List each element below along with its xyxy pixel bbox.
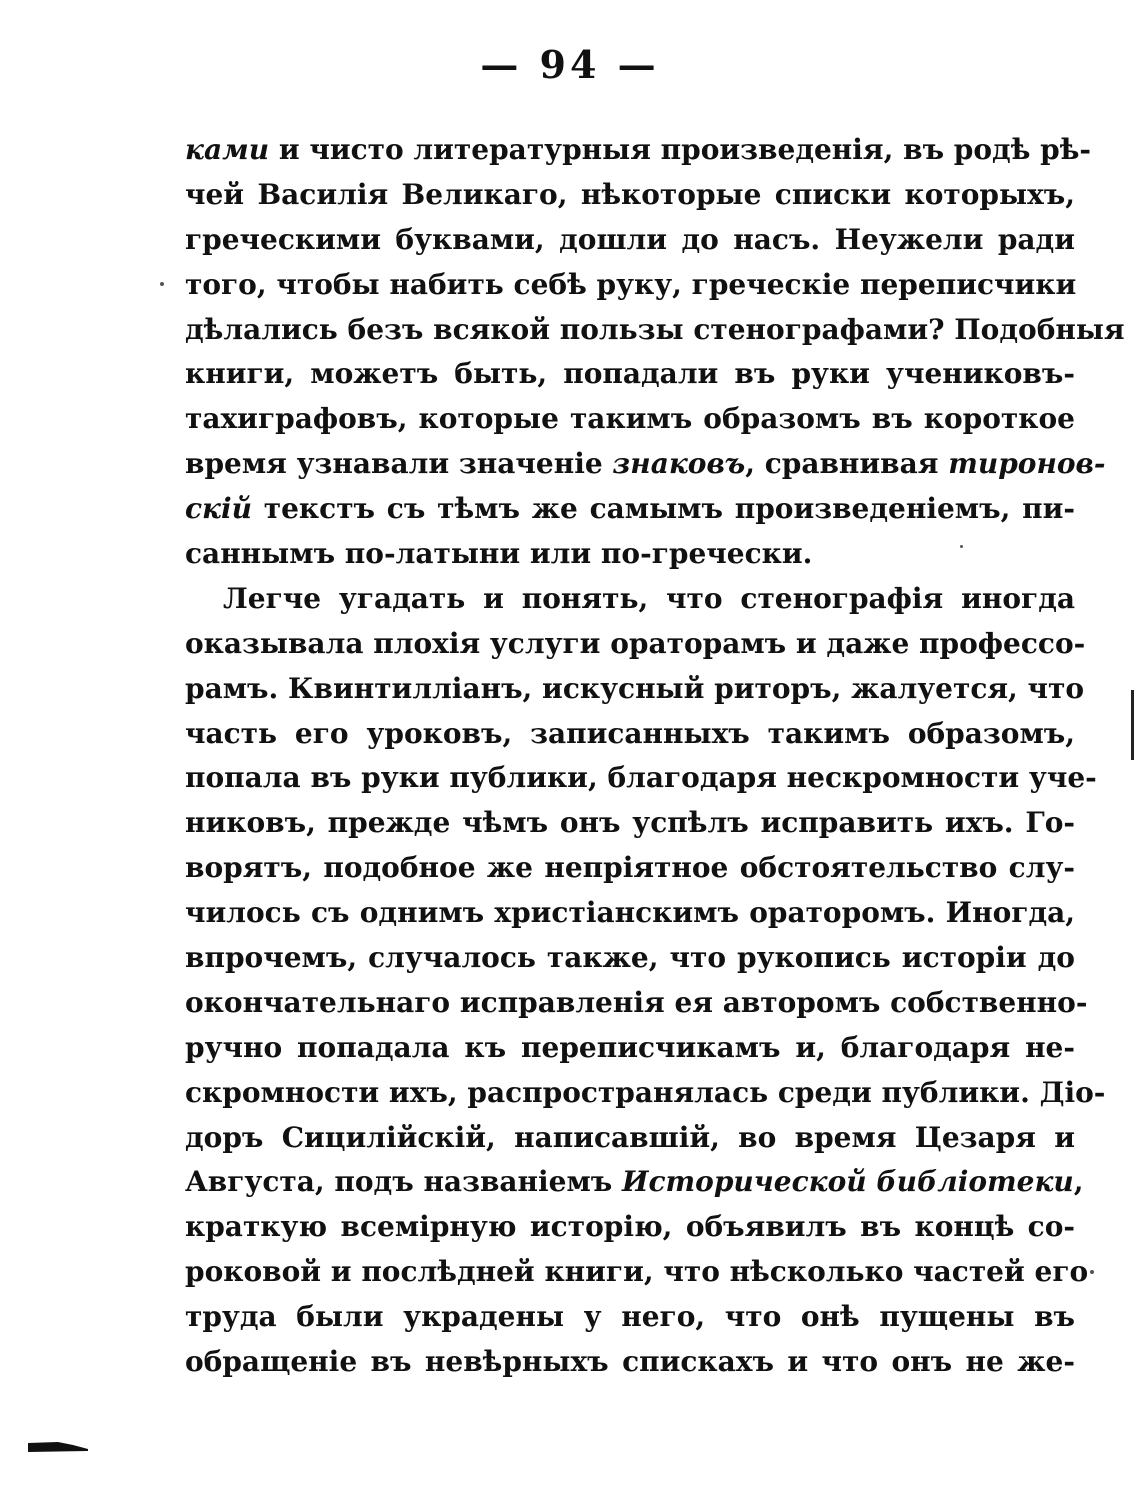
- text-line: [185, 846, 1075, 891]
- scan-speck: [1090, 1270, 1094, 1274]
- text-segment: чей Василія Великаго, нѣкоторые списки которыхъ,: [185, 177, 1075, 211]
- body-text: [185, 128, 1125, 1385]
- text-segment: ручно попадала къ переписчикамъ и, благодаря не-: [185, 1030, 1075, 1064]
- text-segment: попала въ руки публики, благодаря нескромности уче-: [185, 761, 1097, 795]
- italic-text-segment: знаковъ: [612, 447, 746, 481]
- text-segment: дѣлались безъ всякой пользы стенографами? Подобныя: [185, 312, 1125, 346]
- scan-speck: [960, 545, 963, 548]
- text-line: [185, 936, 1075, 981]
- text-line: [185, 577, 1075, 622]
- text-line: [185, 263, 1075, 308]
- text-line: [185, 397, 1075, 442]
- text-segment: греческими буквами, дошли до насъ. Неужели ради: [185, 222, 1075, 256]
- scan-edge-mark: [1131, 690, 1134, 760]
- text-line: [185, 442, 1106, 487]
- text-segment: книги, можетъ быть, попадали въ руки учениковъ-: [185, 357, 1075, 391]
- text-segment: ,: [1073, 1165, 1084, 1199]
- text-segment: текстъ съ тѣмъ же самымъ произведеніемъ, пи-: [252, 492, 1075, 526]
- text-line: [185, 981, 1088, 1026]
- text-line: [185, 1205, 1075, 1250]
- text-segment: и чисто литературныя произведенія, въ родѣ рѣ-: [269, 133, 1092, 166]
- text-line: [185, 1026, 1075, 1071]
- italic-text-segment: тиронов-: [948, 447, 1106, 481]
- text-line: [185, 622, 1086, 667]
- text-line: [185, 128, 1092, 173]
- text-segment: никовъ, прежде чѣмъ онъ успѣлъ исправить ихъ. Го-: [185, 806, 1075, 840]
- text-line: [185, 667, 1085, 712]
- text-segment: окончательнаго исправленія ея авторомъ собственно-: [185, 985, 1088, 1019]
- text-line: [185, 173, 1075, 218]
- text-line: [185, 891, 1075, 936]
- text-segment: роковой и послѣдней книги, что нѣсколько частей его: [185, 1255, 1089, 1289]
- text-segment: рамъ. Квинтилліанъ, искусный риторъ, жалуется, что: [185, 671, 1085, 705]
- text-segment: впрочемъ, случалось также, что рукопись исторіи до: [185, 941, 1075, 975]
- italic-text-segment: ками: [185, 133, 270, 166]
- text-segment: часть его уроковъ, записанныхъ такимъ образомъ,: [185, 716, 1075, 750]
- scan-speck: [160, 282, 164, 286]
- text-segment: того, чтобы набить себѣ руку, греческіе переписчики: [185, 267, 1077, 301]
- text-segment: тахиграфовъ, которые такимъ образомъ въ короткое: [185, 402, 1075, 436]
- text-segment: , сравнивая: [745, 447, 949, 481]
- text-segment: саннымъ по-латыни или по-гречески.: [185, 537, 813, 571]
- text-segment: обращеніе въ невѣрныхъ спискахъ и что онъ не же-: [185, 1345, 1075, 1379]
- text-segment: оказывала плохія услуги ораторамъ и даже профессо-: [185, 626, 1086, 660]
- text-segment: труда были украдены у него, что онѣ пущены въ: [185, 1300, 1075, 1334]
- page-number: — 94 —: [480, 42, 660, 87]
- text-line: [185, 1250, 1089, 1295]
- text-line: [185, 532, 1075, 577]
- text-line: [185, 352, 1075, 397]
- italic-text-segment: скій: [185, 492, 252, 526]
- text-segment: Августа, подъ названіемъ: [185, 1165, 623, 1199]
- italic-text-segment: Исторической библіотеки: [622, 1165, 1074, 1199]
- scan-corner-mark: [28, 1440, 88, 1454]
- text-line: [185, 801, 1075, 846]
- text-line: [185, 308, 1125, 353]
- text-segment: скромности ихъ, распространялась среди публики. Діо-: [185, 1075, 1106, 1109]
- text-line: [185, 756, 1097, 801]
- text-segment: доръ Сицилійскій, написавшій, во время Цезаря и: [185, 1120, 1075, 1154]
- text-segment: время узнавали значеніе: [185, 447, 613, 481]
- text-segment: ворятъ, подобное же непріятное обстоятельство слу-: [185, 851, 1075, 885]
- text-line: [185, 712, 1075, 757]
- text-line: [185, 1116, 1075, 1161]
- text-line: [185, 1071, 1106, 1116]
- text-line: [185, 218, 1075, 263]
- text-line: [185, 1340, 1075, 1385]
- text-segment: краткую всемірную исторію, объявилъ въ концѣ со-: [185, 1210, 1075, 1244]
- text-segment: Легче угадать и понять, что стенографія иногда: [223, 581, 1075, 615]
- text-segment: чилось съ однимъ христіанскимъ ораторомъ. Иногда,: [185, 896, 1075, 930]
- text-line: [185, 487, 1075, 532]
- text-line: [185, 1160, 1084, 1205]
- text-line: [185, 1295, 1075, 1340]
